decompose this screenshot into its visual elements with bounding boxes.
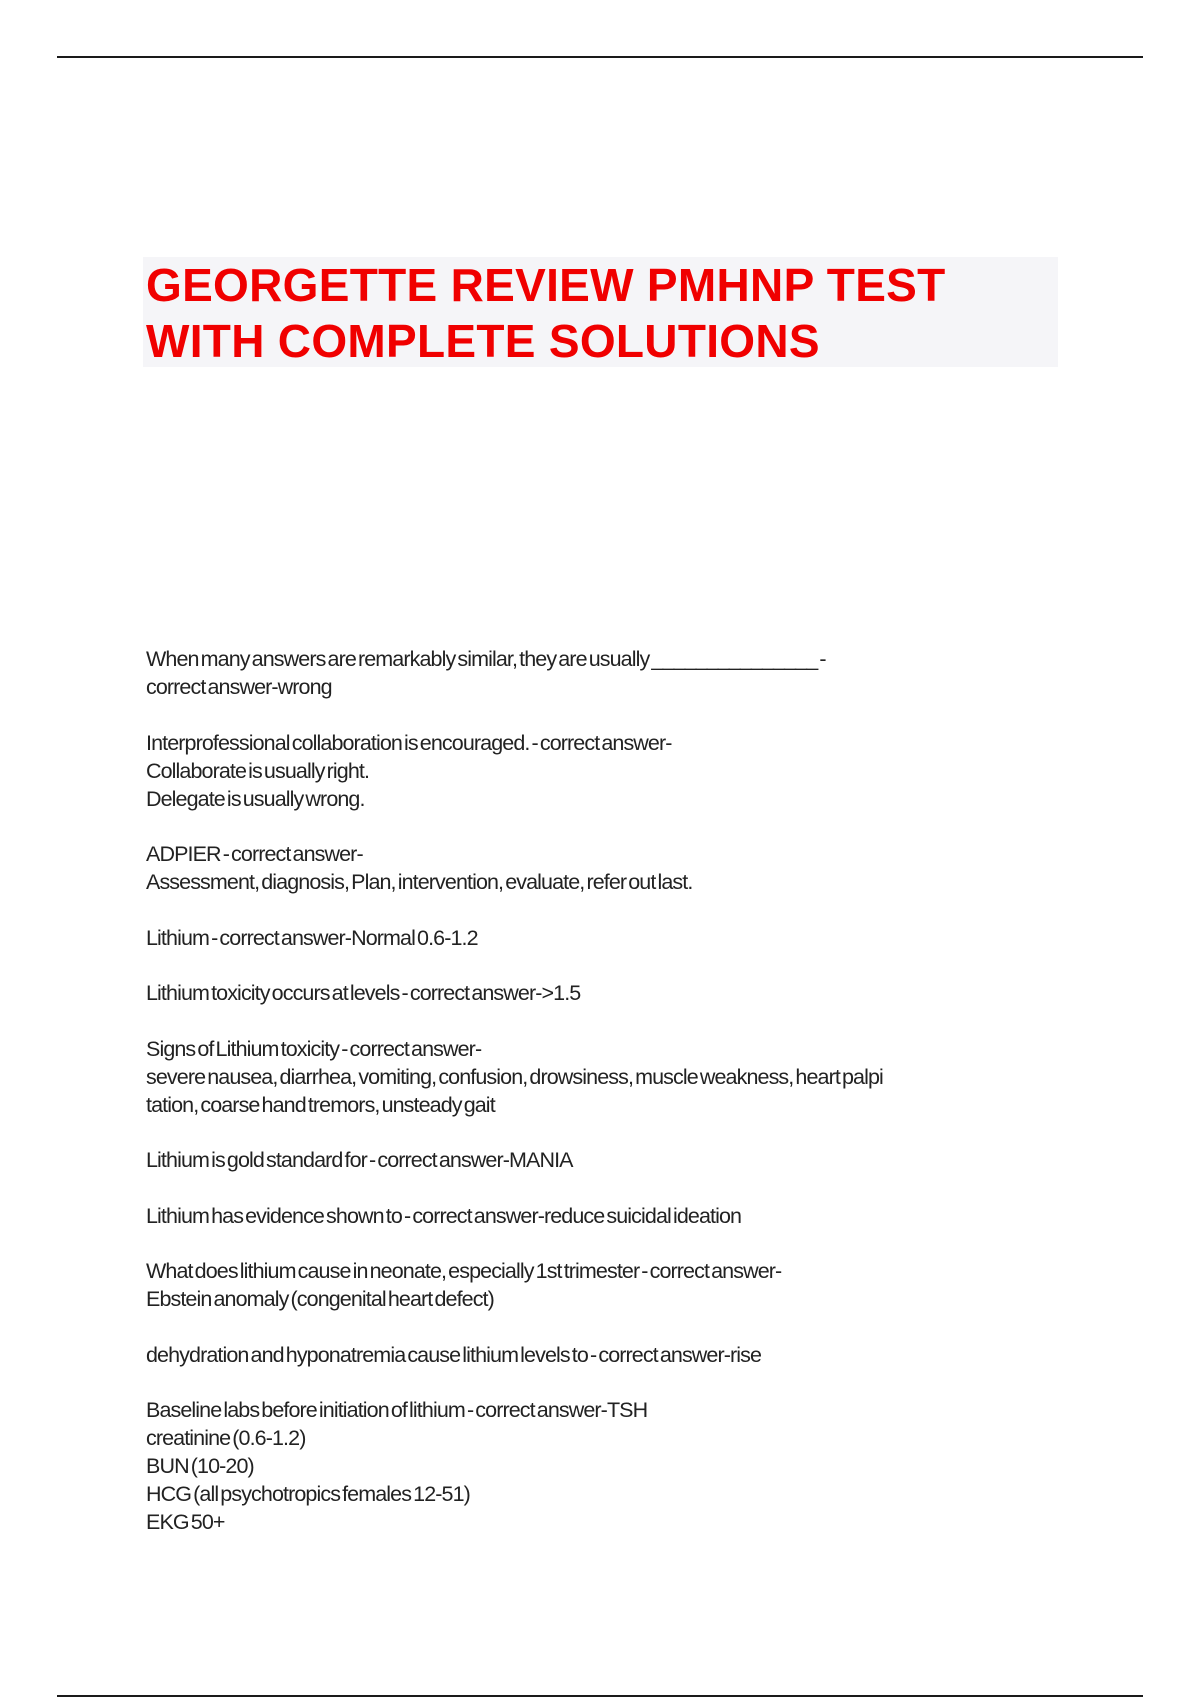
document-title-line-1: GEORGETTE REVIEW PMHNP TEST bbox=[146, 259, 946, 311]
qa-line: Ebstein anomaly (congenital heart defect) bbox=[146, 1287, 494, 1311]
qa-line: Lithium is gold standard for - correct answer-MANIA bbox=[146, 1148, 573, 1172]
qa-item bbox=[146, 1202, 1066, 1230]
qa-item bbox=[146, 645, 1066, 701]
qa-line: Baseline labs before initiation of lithium - correct answer-TSH bbox=[146, 1398, 648, 1422]
qa-item bbox=[146, 979, 1066, 1007]
qa-line: Lithium has evidence shown to - correct answer-reduce suicidal ideation bbox=[146, 1203, 742, 1228]
bottom-rule bbox=[57, 1695, 1143, 1697]
qa-line: When many answers are remarkably similar, they are usually _______________ - bbox=[146, 647, 826, 671]
qa-item bbox=[146, 924, 1066, 952]
qa-line: Lithium - correct answer-Normal 0.6-1.2 bbox=[146, 925, 478, 950]
qa-line: Assessment, diagnosis, Plan, intervention, evaluate, refer out last. bbox=[146, 870, 693, 894]
qa-line: Signs of Lithium toxicity - correct answer- bbox=[146, 1036, 482, 1061]
qa-item bbox=[146, 1257, 1066, 1313]
qa-line: ADPIER - correct answer- bbox=[146, 842, 363, 866]
document-title-line-2: WITH COMPLETE SOLUTIONS bbox=[146, 315, 820, 367]
qa-line: HCG (all psychotropics females 12-51) bbox=[146, 1482, 470, 1506]
qa-line: What does lithium cause in neonate, especially 1st trimester - correct answer- bbox=[146, 1259, 782, 1283]
qa-item bbox=[146, 729, 1066, 813]
top-rule bbox=[57, 56, 1143, 58]
qa-line: creatinine (0.6-1.2) bbox=[146, 1426, 306, 1450]
qa-line: BUN (10-20) bbox=[146, 1454, 254, 1478]
qa-item bbox=[146, 1035, 1066, 1119]
question-answer-list bbox=[146, 645, 1066, 1564]
qa-line: severe nausea, diarrhea, vomiting, confusion, drowsiness, muscle weakness, heart palpi bbox=[146, 1064, 883, 1089]
qa-line: EKG 50+ bbox=[146, 1510, 225, 1534]
qa-line: Delegate is usually wrong. bbox=[146, 786, 365, 811]
qa-line: Interprofessional collaboration is encouraged. - correct answer- bbox=[146, 730, 672, 755]
qa-line: Collaborate is usually right. bbox=[146, 758, 370, 783]
qa-item bbox=[146, 1146, 1066, 1174]
qa-line: dehydration and hyponatremia cause lithium levels to - correct answer-rise bbox=[146, 1342, 762, 1367]
qa-item bbox=[146, 840, 1066, 896]
qa-line: tation, coarse hand tremors, unsteady gait bbox=[146, 1092, 495, 1117]
qa-item bbox=[146, 1341, 1066, 1369]
qa-line: correct answer-wrong bbox=[146, 675, 332, 699]
qa-item bbox=[146, 1396, 1066, 1536]
qa-line: Lithium toxicity occurs at levels - correct answer->1.5 bbox=[146, 981, 581, 1005]
